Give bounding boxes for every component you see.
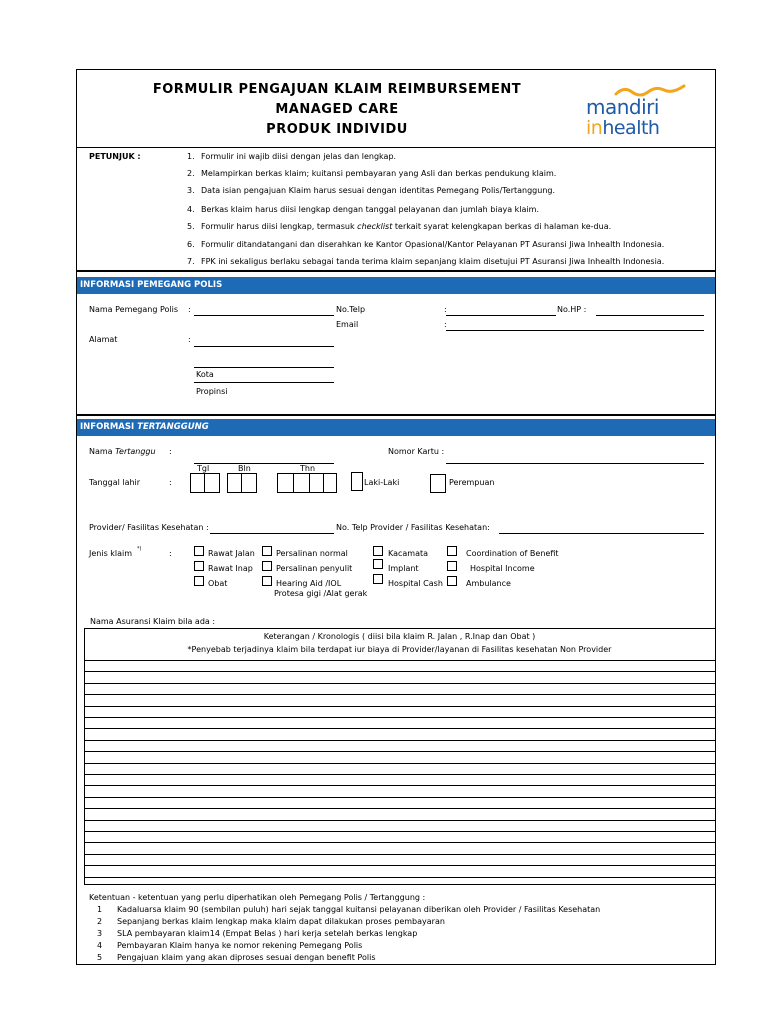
ketentuan-text: SLA pembayaran klaim14 (Empat Belas ) hari kerja setelah berkas lengkap bbox=[117, 929, 418, 938]
form-title-line3: PRODUK INDIVIDU bbox=[266, 122, 408, 137]
petunjuk-num: 1. bbox=[187, 152, 195, 161]
keterangan-write-line[interactable] bbox=[84, 774, 715, 775]
keterangan-write-line[interactable] bbox=[84, 785, 715, 786]
keterangan-write-line[interactable] bbox=[84, 877, 715, 878]
nohp-field[interactable] bbox=[596, 315, 704, 316]
petunjuk-label: PETUNJUK : bbox=[89, 152, 141, 161]
keterangan-write-line[interactable] bbox=[84, 865, 715, 866]
petunjuk-num: 5. bbox=[187, 222, 195, 231]
divider bbox=[204, 474, 205, 492]
logo-text-mandiri: mandiri bbox=[586, 95, 659, 119]
hospital-cash-checkbox[interactable] bbox=[373, 574, 383, 584]
keterangan-write-line[interactable] bbox=[84, 671, 715, 672]
colon: : bbox=[169, 447, 172, 456]
email-label: Email bbox=[336, 320, 359, 329]
colon: : bbox=[188, 305, 191, 314]
nama-tertanggung-label: Nama Tertanggu bbox=[89, 447, 156, 456]
petunjuk-text: Data isian pengajuan Klaim harus sesuai dengan identitas Pemegang Polis/Tertanggung. bbox=[201, 186, 556, 195]
keterangan-write-line[interactable] bbox=[84, 728, 715, 729]
keterangan-write-line[interactable] bbox=[84, 751, 715, 752]
hospital-income-label: Hospital Income bbox=[470, 564, 535, 573]
thn-box[interactable] bbox=[277, 473, 337, 493]
keterangan-write-line[interactable] bbox=[84, 842, 715, 843]
ketentuan-text: Pembayaran Klaim hanya ke nomor rekening Pemegang Polis bbox=[117, 941, 363, 950]
keterangan-write-line[interactable] bbox=[84, 820, 715, 821]
petunjuk-text: Formulir ditandatangani dan diserahkan ke Kantor Opasional/Kantor Pelayanan PT Asuransi Jiwa Inhealth Indonesia. bbox=[201, 240, 665, 249]
tanggal-lahir-label: Tanggal lahir bbox=[89, 478, 141, 487]
ketentuan-text: Kadaluarsa klaim 90 (sembilan puluh) hari sejak tanggal kuitansi pelayanan diberikan oleh Provider / Fasilitas Kesehatan bbox=[117, 905, 601, 914]
tgl-label: Tgl bbox=[197, 464, 210, 473]
rawat-jalan-label: Rawat Jalan bbox=[208, 549, 255, 558]
alamat-label: Alamat bbox=[89, 335, 118, 344]
jenis-klaim-footnote-mark: *) bbox=[137, 546, 142, 552]
nomor-kartu-label: Nomor Kartu : bbox=[388, 447, 445, 456]
keterangan-write-line[interactable] bbox=[84, 808, 715, 809]
colon: : bbox=[444, 305, 447, 314]
notelp-provider-label: No. Telp Provider / Fasilitas Kesehatan: bbox=[336, 523, 490, 532]
petunjuk-text: Melampirkan berkas klaim; kuitansi pembayaran yang Asli dan berkas pendukung klaim. bbox=[201, 169, 557, 178]
mandiri-inhealth-logo bbox=[586, 84, 696, 144]
kacamata-label: Kacamata bbox=[388, 549, 429, 558]
keterangan-write-line[interactable] bbox=[84, 797, 715, 798]
hearing-aid-label: Hearing Aid /IOL bbox=[276, 579, 342, 588]
divider bbox=[293, 474, 294, 492]
provider-field[interactable] bbox=[210, 533, 334, 534]
notelp-label: No.Telp bbox=[336, 305, 366, 314]
keterangan-write-line[interactable] bbox=[84, 694, 715, 695]
obat-label: Obat bbox=[208, 579, 228, 588]
rawat-inap-checkbox[interactable] bbox=[194, 561, 204, 571]
logo-text-inhealth: inhealth bbox=[586, 117, 660, 139]
keterangan-write-line[interactable] bbox=[84, 854, 715, 855]
keterangan-note: *Penyebab terjadinya klaim bila terdapat iur biaya di Provider/layanan di Fasilitas kesehatan Non Provider bbox=[187, 645, 612, 654]
nama-asuransi-label: Nama Asuransi Klaim bila ada : bbox=[90, 617, 216, 626]
divider bbox=[323, 474, 324, 492]
rawat-inap-label: Rawat Inap bbox=[208, 564, 253, 573]
ketentuan-title: Ketentuan - ketentuan yang perlu diperhatikan oleh Pemegang Polis / Tertanggung : bbox=[89, 893, 426, 902]
divider bbox=[77, 270, 715, 272]
keterangan-write-line[interactable] bbox=[84, 740, 715, 741]
form-title-line1: FORMULIR PENGAJUAN KLAIM REIMBURSEMENT bbox=[152, 82, 522, 97]
protesa-label: Protesa gigi /Alat gerak bbox=[274, 589, 368, 598]
petunjuk-num: 3. bbox=[187, 186, 195, 195]
keterangan-write-line[interactable] bbox=[84, 717, 715, 718]
section-header-tertanggung: INFORMASI TERTANGGUNG bbox=[77, 419, 715, 436]
persalinan-normal-label: Persalinan normal bbox=[276, 549, 348, 558]
hospital-income-checkbox[interactable] bbox=[447, 561, 457, 571]
alamat-field-2[interactable] bbox=[194, 367, 334, 368]
ketentuan-num: 4 bbox=[97, 941, 103, 950]
notelp-field[interactable] bbox=[446, 315, 556, 316]
ambulance-label: Ambulance bbox=[466, 579, 511, 588]
tgl-box[interactable] bbox=[190, 473, 220, 493]
obat-checkbox[interactable] bbox=[194, 576, 204, 586]
keterangan-title: Keterangan / Kronologis ( diisi bila klaim R. Jalan , R.Inap dan Obat ) bbox=[263, 632, 536, 641]
implant-label: Implant bbox=[388, 564, 419, 573]
cob-label: Coordination of Benefit bbox=[466, 549, 559, 558]
rawat-jalan-checkbox[interactable] bbox=[194, 546, 204, 556]
petunjuk-num: 2. bbox=[187, 169, 195, 178]
persalinan-normal-checkbox[interactable] bbox=[262, 546, 272, 556]
keterangan-write-line[interactable] bbox=[84, 831, 715, 832]
laki-laki-checkbox[interactable] bbox=[351, 472, 363, 491]
perempuan-checkbox[interactable] bbox=[430, 474, 446, 493]
ketentuan-num: 2 bbox=[97, 917, 103, 926]
hospital-cash-label: Hospital Cash bbox=[388, 579, 443, 588]
persalinan-penyulit-checkbox[interactable] bbox=[262, 561, 272, 571]
keterangan-write-line[interactable] bbox=[84, 706, 715, 707]
colon: : bbox=[444, 320, 447, 329]
kota-label: Kota bbox=[196, 370, 214, 379]
keterangan-write-line[interactable] bbox=[84, 763, 715, 764]
keterangan-write-line[interactable] bbox=[84, 683, 715, 684]
ketentuan-text: Pengajuan klaim yang akan diproses sesuai dengan benefit Polis bbox=[117, 953, 376, 962]
hearing-aid-checkbox[interactable] bbox=[262, 576, 272, 586]
notelp-provider-field[interactable] bbox=[499, 533, 704, 534]
divider bbox=[77, 147, 715, 148]
ketentuan-num: 5 bbox=[97, 953, 103, 962]
jenis-klaim-label: Jenis klaim bbox=[89, 549, 133, 558]
section-header-pemegang-polis: INFORMASI PEMEGANG POLIS bbox=[77, 277, 715, 294]
nohp-label: No.HP : bbox=[557, 305, 587, 314]
petunjuk-text: Formulir ini wajib diisi dengan jelas dan lengkap. bbox=[201, 152, 397, 161]
kacamata-checkbox[interactable] bbox=[373, 546, 383, 556]
divider bbox=[309, 474, 310, 492]
petunjuk-text: Formulir harus diisi lengkap, termasuk checklist terkait syarat kelengkapan berkas di halaman ke-dua. bbox=[201, 222, 612, 231]
bln-label: Bln bbox=[238, 464, 251, 473]
keterangan-box bbox=[84, 628, 715, 885]
cob-checkbox[interactable] bbox=[447, 546, 457, 556]
petunjuk-num: 6. bbox=[187, 240, 195, 249]
bln-box[interactable] bbox=[227, 473, 257, 493]
colon: : bbox=[188, 335, 191, 344]
provider-label: Provider/ Fasilitas Kesehatan : bbox=[89, 523, 209, 532]
colon: : bbox=[169, 549, 172, 558]
thn-label: Thn bbox=[300, 464, 316, 473]
form-title-line2: MANAGED CARE bbox=[275, 102, 399, 117]
nama-pemegang-label: Nama Pemegang Polis bbox=[89, 305, 179, 314]
nomor-kartu-field[interactable] bbox=[446, 463, 704, 464]
ketentuan-num: 1 bbox=[97, 905, 103, 914]
laki-laki-label: Laki-Laki bbox=[364, 478, 400, 487]
ambulance-checkbox[interactable] bbox=[447, 576, 457, 586]
implant-checkbox[interactable] bbox=[373, 559, 383, 569]
persalinan-penyulit-label: Persalinan penyulit bbox=[276, 564, 353, 573]
petunjuk-text: FPK ini sekaligus berlaku sebagai tanda terima klaim sepanjang klaim disetujui PT Asuransi Jiwa Inhealth Indonesia. bbox=[201, 257, 665, 266]
ketentuan-text: Sepanjang berkas klaim lengkap maka klaim dapat dilakukan proses pembayaran bbox=[117, 917, 445, 926]
petunjuk-num: 4. bbox=[187, 205, 195, 214]
keterangan-write-line[interactable] bbox=[84, 660, 715, 661]
email-field[interactable] bbox=[446, 330, 704, 331]
divider bbox=[241, 474, 242, 492]
propinsi-label: Propinsi bbox=[196, 387, 228, 396]
divider bbox=[77, 414, 715, 416]
nama-pemegang-field[interactable] bbox=[194, 315, 334, 316]
petunjuk-text: Berkas klaim harus diisi lengkap dengan tanggal pelayanan dan jumlah biaya klaim. bbox=[201, 205, 539, 214]
alamat-field[interactable] bbox=[194, 346, 334, 347]
petunjuk-num: 7. bbox=[187, 257, 195, 266]
kota-field[interactable] bbox=[194, 382, 334, 383]
colon: : bbox=[169, 478, 172, 487]
ketentuan-num: 3 bbox=[97, 929, 103, 938]
perempuan-label: Perempuan bbox=[449, 478, 495, 487]
